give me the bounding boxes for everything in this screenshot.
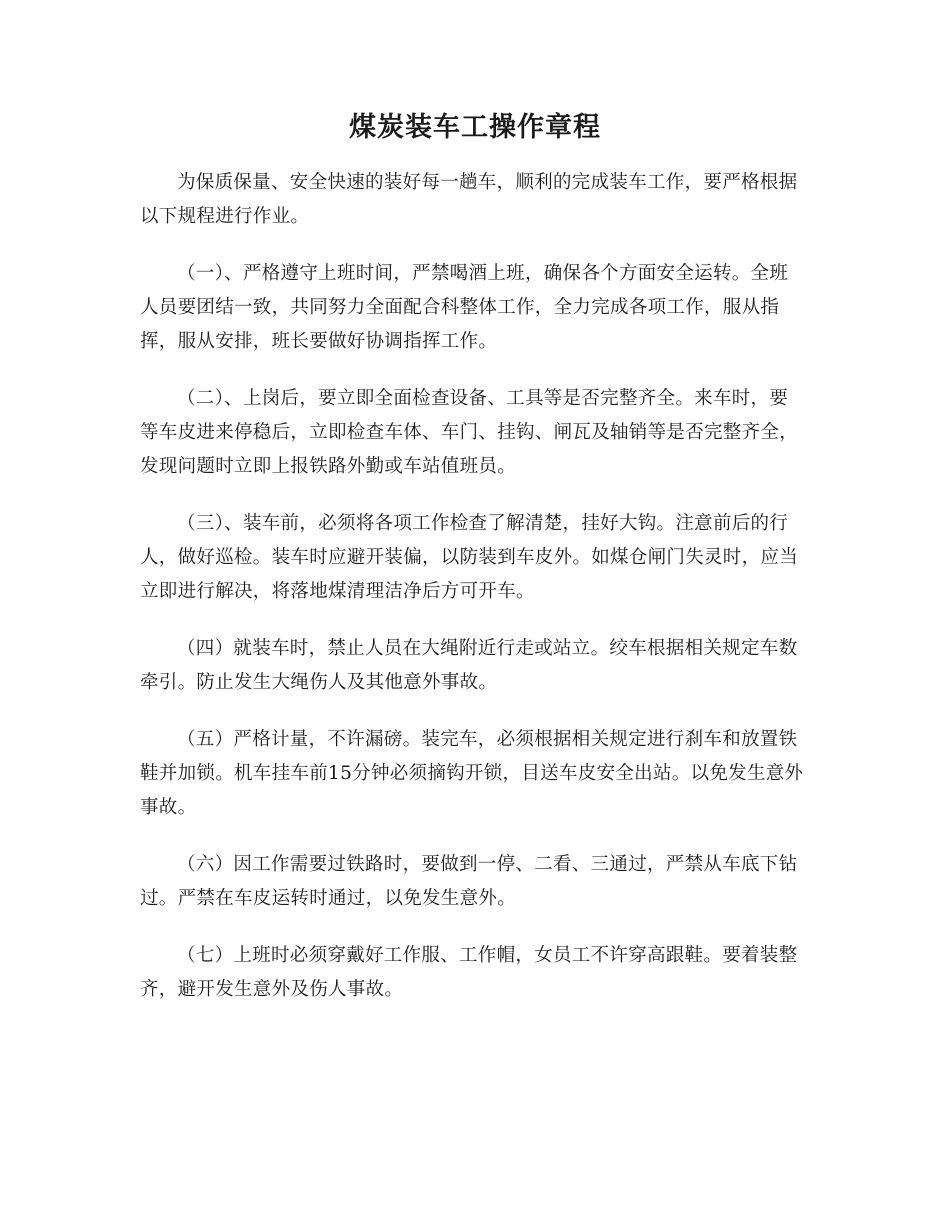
paragraph-1: （一）、严格遵守上班时间，严禁喝酒上班，确保各个方面安全运转。全班人员要团结一致，共同努力全面配合科整体工作，全力完成各项工作，服从指挥，服从安排，班长要做好协调指挥工作。 bbox=[140, 263, 789, 352]
paragraph-2: （二）、上岗后，要立即全面检查设备、工具等是否完整齐全。来车时，要等车皮进来停稳后，立即检查车体、车门、挂钩、闸瓦及轴销等是否完整齐全，发现问题时立即上报铁路外勤或车站值班员。 bbox=[140, 388, 799, 477]
paragraph-3: （三）、装车前，必须将各项工作检查了解清楚，挂好大钩。注意前后的行人，做好巡检。装车时应避开装偏，以防装到车皮外。如煤仓闸门失灵时，应当立即进行解决，将落地煤清理洁净后方可开车。 bbox=[140, 513, 799, 602]
paragraph-5: （五）严格计量，不许漏磅。装完车，必须根据相关规定进行刹车和放置铁鞋并加锁。机车挂车前15分钟必须摘钩开锁，目送车皮安全出站。以免发生意外事故。 bbox=[140, 729, 804, 818]
paragraph-6: （六）因工作需要过铁路时，要做到一停、二看、三通过，严禁从车底下钻过。严禁在车皮运转时通过，以免发生意外。 bbox=[140, 854, 798, 909]
paragraph-4: （四）就装车时，禁止人员在大绳附近行走或站立。绞车根据相关规定车数牵引。防止发生大绳伤人及其他意外事故。 bbox=[140, 638, 798, 693]
document-body bbox=[140, 166, 804, 1030]
paragraph-intro: 为保质保量、安全快速的装好每一趟车，顺利的完成装车工作，要严格根据以下规程进行作业。 bbox=[140, 172, 798, 227]
paragraph-7: （七）上班时必须穿戴好工作服、工作帽，女员工不许穿高跟鞋。要着装整齐，避开发生意外及伤人事故。 bbox=[140, 945, 798, 1000]
document-title: 煤炭装车工操作章程 bbox=[349, 112, 601, 143]
